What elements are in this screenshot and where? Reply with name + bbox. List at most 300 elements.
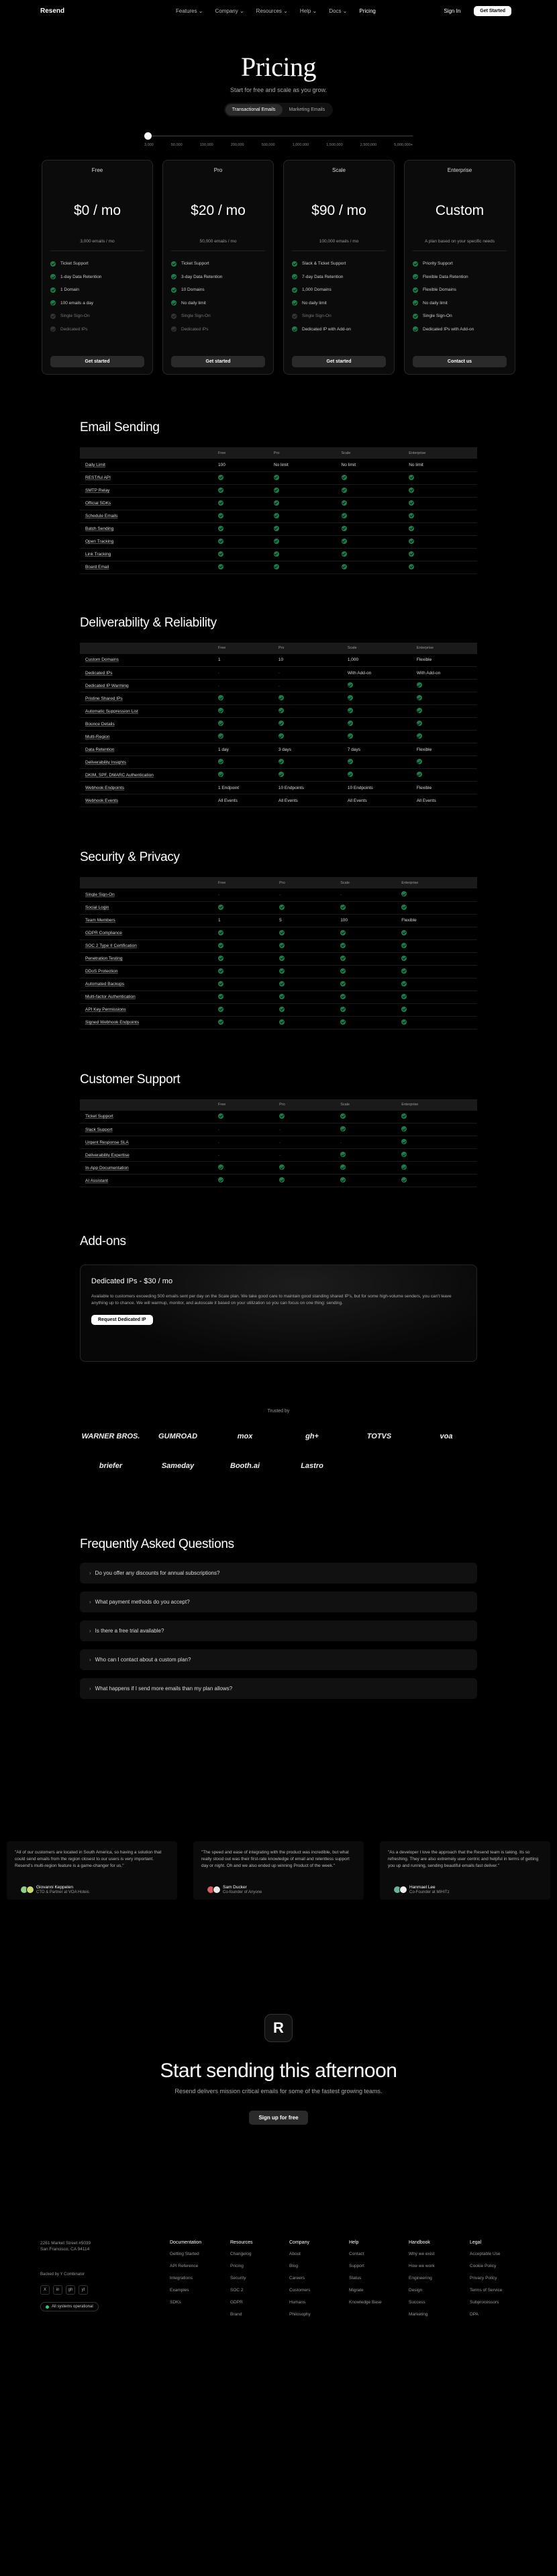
plan-cta-button[interactable]: Get started bbox=[292, 356, 386, 367]
disabled-icon bbox=[171, 314, 176, 319]
plan-feature bbox=[50, 310, 144, 323]
feature-name[interactable]: Slack Support bbox=[80, 1123, 213, 1136]
check-icon bbox=[340, 1113, 346, 1119]
feature-value bbox=[403, 510, 477, 522]
faq-item[interactable] bbox=[80, 1678, 477, 1699]
check-icon bbox=[342, 475, 347, 480]
footer-column-heading: Documentation bbox=[170, 2240, 202, 2245]
plan-volume: A plan based on your specific needs bbox=[424, 239, 495, 244]
plan-cta-button[interactable]: Get started bbox=[171, 356, 265, 367]
check-icon bbox=[218, 968, 223, 974]
check-icon bbox=[50, 287, 56, 293]
check-icon bbox=[218, 721, 223, 726]
feature-value bbox=[273, 769, 342, 782]
feature-value bbox=[335, 1149, 396, 1162]
plan-feature-label: Priority Support bbox=[423, 261, 453, 267]
feature-value bbox=[411, 705, 477, 718]
feature-value: 1,000 bbox=[342, 654, 411, 667]
check-icon bbox=[401, 943, 407, 948]
column-header: Free bbox=[213, 643, 273, 654]
faq-item[interactable] bbox=[80, 1649, 477, 1670]
feature-value bbox=[273, 731, 342, 743]
feature-value bbox=[274, 965, 335, 978]
check-icon bbox=[279, 1164, 285, 1170]
check-icon bbox=[401, 968, 407, 974]
faq-question: Do you offer any discounts for annual subscriptions? bbox=[95, 1570, 220, 1576]
feature-value: 5 bbox=[274, 914, 335, 927]
check-icon bbox=[218, 564, 223, 569]
plan-cta-button[interactable]: Contact us bbox=[413, 356, 507, 367]
feature-value bbox=[213, 1111, 274, 1123]
table-row bbox=[80, 471, 477, 484]
feature-value bbox=[396, 888, 477, 901]
check-icon bbox=[413, 300, 418, 306]
status-badge[interactable]: All systems operational bbox=[40, 2302, 99, 2311]
trusted-label: Trusted by bbox=[267, 1409, 290, 1414]
check-icon bbox=[50, 261, 56, 267]
feature-value bbox=[273, 705, 342, 718]
footer-link[interactable]: Knowledge Base bbox=[349, 2300, 382, 2305]
footer-link[interactable]: About bbox=[289, 2252, 301, 2256]
x-icon[interactable]: X bbox=[40, 2285, 50, 2295]
feature-value bbox=[213, 692, 273, 705]
author-info bbox=[223, 1885, 262, 1894]
footer-link[interactable]: Brand bbox=[230, 2312, 242, 2317]
table-row bbox=[80, 888, 477, 901]
footer-link[interactable]: Privacy Policy bbox=[470, 2276, 497, 2281]
nav-link-pricing[interactable]: Pricing bbox=[359, 7, 376, 14]
feature-name[interactable]: Official SDKs bbox=[80, 497, 213, 510]
feature-value: 1 day bbox=[213, 743, 273, 756]
feature-name[interactable]: REST/ful API bbox=[80, 471, 213, 484]
plan-name: Pro bbox=[213, 167, 223, 173]
feature-value bbox=[335, 901, 396, 914]
column-header: Enterprise bbox=[396, 1099, 477, 1111]
feature-name[interactable]: DKIM, SPF, DMARC Authentication bbox=[80, 769, 213, 782]
feature-value bbox=[274, 978, 335, 991]
feature-value bbox=[268, 535, 336, 548]
feature-name[interactable]: Penetration Testing bbox=[80, 952, 213, 965]
check-icon bbox=[401, 1007, 407, 1012]
feature-name[interactable]: Webhook Endpoints bbox=[80, 782, 213, 794]
footer-link[interactable]: Blog bbox=[289, 2264, 299, 2268]
check-icon bbox=[401, 981, 407, 986]
feature-name[interactable]: Social Login bbox=[80, 901, 213, 914]
footer-link[interactable]: Integrations bbox=[170, 2276, 193, 2281]
feature-name[interactable]: Schedule Emails bbox=[80, 510, 213, 522]
check-icon bbox=[417, 682, 422, 688]
nav-link-features[interactable]: Features ⌄ bbox=[176, 7, 203, 14]
check-icon bbox=[413, 261, 418, 267]
table-row bbox=[80, 1003, 477, 1016]
feature-value: 1 Endpoint bbox=[213, 782, 273, 794]
author-role: Co-Founder at MIHITz bbox=[409, 1890, 450, 1894]
check-icon bbox=[340, 1007, 346, 1012]
check-icon bbox=[340, 1019, 346, 1025]
feature-value bbox=[335, 965, 396, 978]
feature-value bbox=[411, 756, 477, 769]
feature-name[interactable]: Daily Limit bbox=[80, 459, 213, 471]
feature-value: - bbox=[213, 1149, 274, 1162]
check-icon bbox=[218, 708, 223, 713]
nav-links bbox=[176, 8, 376, 14]
feature-value: - bbox=[274, 1149, 335, 1162]
feature-value: - bbox=[273, 667, 342, 680]
plan-cards bbox=[0, 160, 557, 375]
nav-link-help[interactable]: Help ⌄ bbox=[299, 7, 317, 14]
slider-handle[interactable] bbox=[144, 132, 152, 140]
column-header bbox=[80, 1099, 213, 1111]
column-header: Pro bbox=[274, 1099, 335, 1111]
feature-value bbox=[342, 692, 411, 705]
feature-value bbox=[268, 484, 336, 497]
check-icon bbox=[218, 905, 223, 910]
footer-link[interactable]: Status bbox=[349, 2276, 362, 2281]
plan-card-pro bbox=[162, 160, 274, 375]
footer-link[interactable]: SOC 2 bbox=[230, 2288, 244, 2293]
check-icon bbox=[417, 772, 422, 777]
table-header-row bbox=[80, 643, 477, 654]
trusted-section bbox=[0, 1409, 557, 1470]
nav-link-company[interactable]: Company ⌄ bbox=[215, 7, 244, 14]
faq-item[interactable] bbox=[80, 1592, 477, 1612]
feature-value bbox=[335, 1016, 396, 1029]
check-icon bbox=[401, 930, 407, 935]
feature-value: With Add-on bbox=[411, 667, 477, 680]
footer-link[interactable]: SDKs bbox=[170, 2300, 181, 2305]
feature-value bbox=[335, 939, 396, 952]
tab-transactional[interactable]: Transactional Emails bbox=[225, 104, 283, 116]
feature-value bbox=[335, 1162, 396, 1175]
feature-name[interactable]: AI Assistant bbox=[80, 1175, 213, 1187]
feature-name[interactable]: Signed Webhook Endpoints bbox=[80, 1016, 213, 1029]
request-dedicated-ip-button[interactable]: Request Dedicated IP bbox=[91, 1315, 153, 1325]
faq-title: Frequently Asked Questions bbox=[80, 1537, 234, 1551]
feature-name[interactable]: Data Retention bbox=[80, 743, 213, 756]
footer-column-company bbox=[289, 2240, 356, 2324]
social-links bbox=[40, 2285, 88, 2295]
feature-value bbox=[396, 927, 477, 939]
check-icon bbox=[340, 1126, 346, 1132]
column-header: Pro bbox=[273, 643, 342, 654]
feature-value bbox=[213, 497, 268, 510]
check-icon bbox=[274, 500, 279, 506]
plan-feature bbox=[171, 283, 265, 297]
sign-up-button[interactable]: Sign up for free bbox=[249, 2111, 307, 2125]
feature-value: 10 bbox=[273, 654, 342, 667]
plan-volume: 100,000 emails / mo bbox=[319, 239, 359, 244]
logo-mox: mox bbox=[237, 1432, 253, 1440]
footer-link[interactable]: Philosophy bbox=[289, 2312, 311, 2317]
footer-link[interactable]: Success bbox=[409, 2300, 425, 2305]
feature-value: - bbox=[335, 1136, 396, 1149]
check-icon bbox=[342, 539, 347, 544]
avatar bbox=[26, 1886, 34, 1894]
check-icon bbox=[218, 695, 223, 700]
plan-volume: 3,000 emails / mo bbox=[80, 239, 115, 244]
feature-value bbox=[342, 718, 411, 731]
feature-name[interactable]: Webhook Events bbox=[80, 794, 213, 807]
feature-name[interactable]: SMTP Relay bbox=[80, 484, 213, 497]
faq-item[interactable] bbox=[80, 1620, 477, 1641]
feature-value: - bbox=[213, 680, 273, 692]
footer-link[interactable]: Acceptable Use bbox=[470, 2252, 501, 2256]
check-icon bbox=[278, 695, 284, 700]
feature-value bbox=[335, 1175, 396, 1187]
feature-name[interactable]: Urgent Response SLA bbox=[80, 1136, 213, 1149]
feature-value bbox=[403, 548, 477, 561]
feature-name[interactable]: Multi-factor Authentication bbox=[80, 991, 213, 1003]
plan-feature-label: Single Sign-On bbox=[60, 314, 90, 319]
check-icon bbox=[413, 274, 418, 279]
plan-feature-label: Dedicated IPs bbox=[181, 326, 209, 332]
page-title: Pricing bbox=[240, 52, 317, 82]
nav-link-docs[interactable]: Docs ⌄ bbox=[329, 7, 348, 14]
feature-value: No limit bbox=[403, 459, 477, 471]
github-icon[interactable]: gh bbox=[66, 2285, 75, 2295]
footer-link[interactable]: Why we exist bbox=[409, 2252, 435, 2256]
check-icon bbox=[417, 733, 422, 739]
feature-value bbox=[273, 756, 342, 769]
plan-name: Enterprise bbox=[447, 167, 472, 173]
feature-value bbox=[396, 1162, 477, 1175]
check-icon bbox=[409, 500, 414, 506]
footer-link[interactable]: Migrate bbox=[349, 2288, 364, 2293]
check-icon bbox=[278, 721, 284, 726]
feature-name[interactable]: API Key Permissions bbox=[80, 1003, 213, 1016]
final-cta-title: Start sending this afternoon bbox=[160, 2060, 397, 2082]
volume-slider[interactable] bbox=[144, 132, 413, 145]
feature-name[interactable]: Board Email bbox=[80, 561, 213, 573]
feature-value bbox=[396, 939, 477, 952]
footer-link[interactable]: API Reference bbox=[170, 2264, 199, 2268]
feature-value bbox=[213, 1162, 274, 1175]
final-cta bbox=[0, 2014, 557, 2125]
footer-link[interactable]: Engineering bbox=[409, 2276, 432, 2281]
table-row bbox=[80, 718, 477, 731]
top-nav bbox=[0, 0, 557, 21]
feature-value bbox=[411, 692, 477, 705]
footer-link[interactable]: Design bbox=[409, 2288, 423, 2293]
slider-tick: 1,500,000 bbox=[326, 143, 343, 147]
plan-volume: 50,000 emails / mo bbox=[199, 239, 237, 244]
feature-name[interactable]: Custom Domains bbox=[80, 654, 213, 667]
footer-link[interactable]: Terms of Service bbox=[470, 2288, 503, 2293]
check-icon bbox=[274, 475, 279, 480]
feature-value bbox=[268, 522, 336, 535]
footer-link[interactable]: How we work bbox=[409, 2264, 435, 2268]
footer-link[interactable]: Examples bbox=[170, 2288, 189, 2293]
check-icon bbox=[50, 274, 56, 279]
addons-section bbox=[0, 1234, 557, 1362]
column-header: Scale bbox=[335, 1099, 396, 1111]
footer-link[interactable]: Support bbox=[349, 2264, 364, 2268]
check-icon bbox=[417, 759, 422, 764]
feature-name[interactable]: Pristine Shared IPs bbox=[80, 692, 213, 705]
section-title: Security & Privacy bbox=[80, 850, 180, 864]
table-row bbox=[80, 769, 477, 782]
feature-name[interactable]: Link Tracking bbox=[80, 548, 213, 561]
plan-feature-label: No daily limit bbox=[423, 300, 448, 306]
plan-feature bbox=[50, 271, 144, 284]
get-started-button[interactable]: Get Started bbox=[474, 6, 511, 16]
table-row bbox=[80, 680, 477, 692]
faq-section bbox=[0, 1537, 557, 1699]
addons-title: Add-ons bbox=[80, 1234, 126, 1248]
table-row bbox=[80, 1149, 477, 1162]
dedicated-ip-card bbox=[80, 1264, 477, 1362]
footer-link[interactable]: Marketing bbox=[409, 2312, 428, 2317]
check-icon bbox=[401, 1177, 407, 1183]
table-row bbox=[80, 561, 477, 573]
check-icon bbox=[340, 994, 346, 999]
footer-link[interactable]: Pricing bbox=[230, 2264, 244, 2268]
testimonial-card bbox=[193, 1841, 364, 1900]
feature-name[interactable]: Automated Backups bbox=[80, 978, 213, 991]
plan-feature-label: Dedicated IP with Add-on bbox=[302, 326, 351, 332]
divider bbox=[50, 250, 144, 251]
plan-feature-label: 1-day Data Retention bbox=[60, 274, 102, 279]
footer-link[interactable]: Customers bbox=[289, 2288, 311, 2293]
footer-link[interactable]: Careers bbox=[289, 2276, 305, 2281]
youtube-icon[interactable]: yt bbox=[79, 2285, 88, 2295]
plan-card-free bbox=[42, 160, 153, 375]
feature-value bbox=[403, 484, 477, 497]
feature-value: 1 bbox=[213, 654, 273, 667]
slider-tick: 5,000,000+ bbox=[394, 143, 413, 147]
comparison-table bbox=[80, 643, 477, 808]
footer-column-legal bbox=[470, 2240, 537, 2324]
plan-card-scale bbox=[283, 160, 395, 375]
plan-feature bbox=[50, 323, 144, 336]
plan-feature-label: Single Sign-On bbox=[423, 314, 452, 319]
section-title: Deliverability & Reliability bbox=[80, 615, 217, 630]
feature-name[interactable]: Dedicated IPs bbox=[80, 667, 213, 680]
feature-value bbox=[213, 522, 268, 535]
testimonial-card bbox=[7, 1841, 177, 1900]
chevron-right-icon: › bbox=[89, 1657, 91, 1663]
feature-name[interactable]: Bounce Details bbox=[80, 718, 213, 731]
feature-value: No limit bbox=[268, 459, 336, 471]
avatar-group bbox=[393, 1886, 405, 1894]
plan-feature bbox=[413, 297, 507, 310]
resend-mark-icon: R bbox=[264, 2014, 293, 2042]
table-row bbox=[80, 705, 477, 718]
feature-name[interactable]: Deliverability Expertise bbox=[80, 1149, 213, 1162]
feature-name[interactable]: Team Members bbox=[80, 914, 213, 927]
footer-link[interactable]: Changelog bbox=[230, 2252, 252, 2256]
feature-name[interactable]: Ticket Support bbox=[80, 1111, 213, 1123]
feature-name[interactable]: Multi-Region bbox=[80, 731, 213, 743]
feature-name[interactable]: Automatic Suppression List bbox=[80, 705, 213, 718]
resend-logo[interactable]: Resend bbox=[40, 7, 65, 15]
check-icon bbox=[401, 905, 407, 910]
plan-feature-label: 1,000 Domains bbox=[302, 287, 332, 293]
feature-value: 10 Endpoints bbox=[273, 782, 342, 794]
footer-link[interactable]: Humans bbox=[289, 2300, 306, 2305]
feature-value bbox=[396, 1016, 477, 1029]
tab-marketing[interactable]: Marketing Emails bbox=[289, 107, 325, 112]
logo-gh: gh+ bbox=[305, 1432, 319, 1440]
testimonial-quote: "As a developer I love the approach that the Resend team is taking. Its so refreshing. They are also extremely user centric and helpful in terms of getting you up and running, sending beautiful emails fast deliver." bbox=[388, 1850, 539, 1868]
plan-feature-label: Dedicated IPs with Add-on bbox=[423, 326, 474, 332]
footer-link[interactable]: Subprocessors bbox=[470, 2300, 499, 2305]
feature-value bbox=[403, 561, 477, 573]
check-icon bbox=[348, 721, 353, 726]
feature-name[interactable]: GDPR Compliance bbox=[80, 927, 213, 939]
table-row bbox=[80, 927, 477, 939]
feature-value bbox=[335, 1003, 396, 1016]
nav-link-resources[interactable]: Resources ⌄ bbox=[256, 7, 288, 14]
footer-link[interactable]: Contact bbox=[349, 2252, 364, 2256]
footer-column-help bbox=[349, 2240, 416, 2312]
check-icon bbox=[401, 891, 407, 896]
plan-cta-button[interactable]: Get started bbox=[50, 356, 144, 367]
check-icon bbox=[401, 1152, 407, 1157]
author-role: CTO & Partner at VOA Hoteis bbox=[36, 1890, 89, 1894]
feature-value bbox=[411, 680, 477, 692]
feature-name[interactable]: In-App Documentation bbox=[80, 1162, 213, 1175]
footer-link[interactable]: Getting Started bbox=[170, 2252, 199, 2256]
footer-link[interactable]: GDPR bbox=[230, 2300, 243, 2305]
footer-link[interactable]: Cookie Policy bbox=[470, 2264, 497, 2268]
feature-name[interactable]: DDoS Protection bbox=[80, 965, 213, 978]
feature-name[interactable]: SOC 2 Type II Certification bbox=[80, 939, 213, 952]
check-icon bbox=[340, 1164, 346, 1170]
feature-name[interactable]: Batch Sending bbox=[80, 522, 213, 535]
feature-value bbox=[336, 484, 404, 497]
table-header-row bbox=[80, 447, 477, 459]
table-row bbox=[80, 522, 477, 535]
linkedin-icon[interactable]: in bbox=[53, 2285, 62, 2295]
feature-value bbox=[213, 561, 268, 573]
avatar-group bbox=[207, 1886, 219, 1894]
feature-value bbox=[336, 522, 404, 535]
table-row bbox=[80, 782, 477, 794]
footer-link[interactable]: Security bbox=[230, 2276, 246, 2281]
feature-value bbox=[396, 901, 477, 914]
faq-question: Who can I contact about a custom plan? bbox=[95, 1657, 191, 1663]
feature-value bbox=[342, 756, 411, 769]
check-icon bbox=[279, 968, 285, 974]
plan-feature bbox=[292, 323, 386, 336]
feature-value bbox=[268, 548, 336, 561]
plan-feature bbox=[292, 310, 386, 323]
feature-value bbox=[403, 471, 477, 484]
footer-link[interactable]: DPA bbox=[470, 2312, 478, 2317]
check-icon bbox=[417, 721, 422, 726]
feature-name[interactable]: Open Tracking bbox=[80, 535, 213, 548]
check-icon bbox=[279, 930, 285, 935]
check-icon bbox=[278, 772, 284, 777]
check-icon bbox=[413, 287, 418, 293]
check-icon bbox=[401, 956, 407, 961]
footer-address: 2261 Market Street #5039 San Francisco, CA 94114 bbox=[40, 2241, 91, 2252]
slider-tick: 500,000 bbox=[261, 143, 275, 147]
faq-item[interactable] bbox=[80, 1563, 477, 1583]
author-role: Co-founder of Anyone bbox=[223, 1890, 262, 1894]
check-icon bbox=[274, 564, 279, 569]
feature-value bbox=[336, 510, 404, 522]
divider bbox=[171, 250, 265, 251]
feature-value: 100 bbox=[213, 459, 268, 471]
feature-name[interactable]: Deliverability Insights bbox=[80, 756, 213, 769]
table-row bbox=[80, 978, 477, 991]
feature-name[interactable]: Single Sign-On bbox=[80, 888, 213, 901]
check-icon bbox=[218, 981, 223, 986]
feature-name[interactable]: Dedicated IP Warming bbox=[80, 680, 213, 692]
sign-in-link[interactable]: Sign In bbox=[444, 7, 461, 14]
